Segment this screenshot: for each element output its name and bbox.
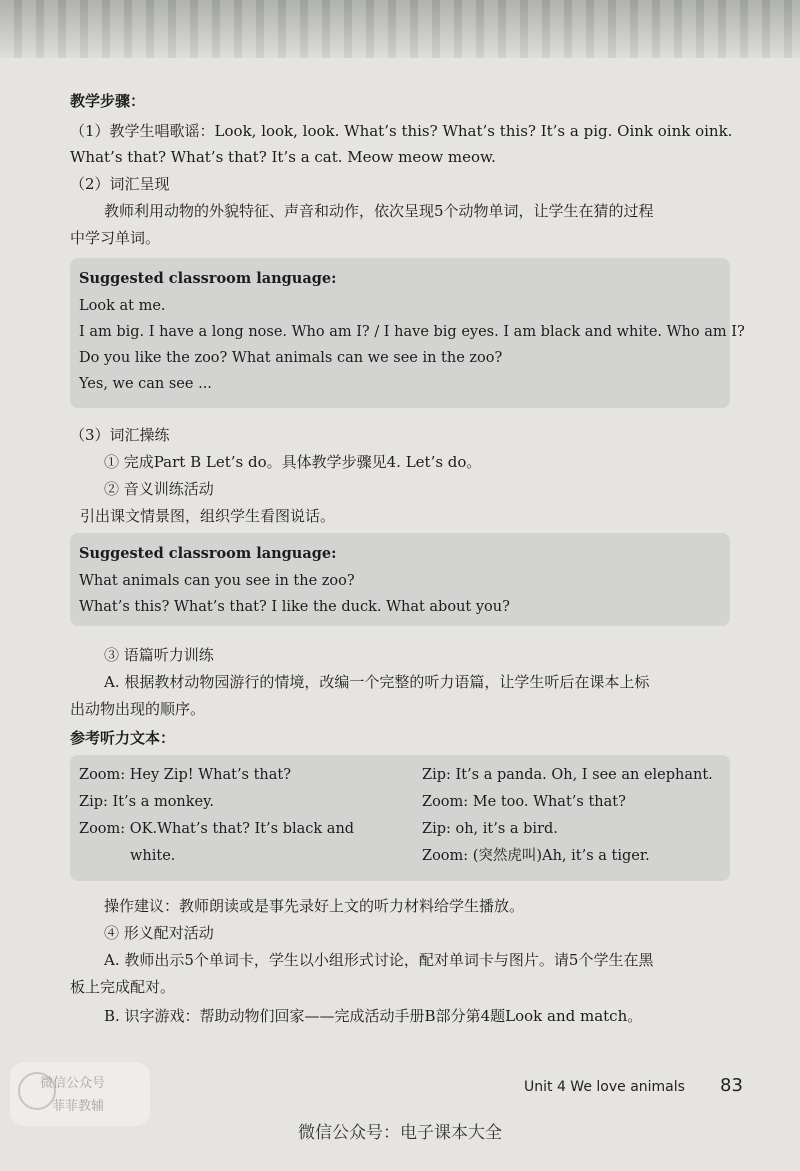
listening-title: ③ 语篇听力训练 bbox=[104, 646, 214, 664]
bottom-caption: 微信公众号：电子课本大全 bbox=[298, 1123, 502, 1143]
dialogue-line-left: Zoom: Hey Zip! What’s that? bbox=[79, 767, 292, 783]
step3-item1: ① 完成Part B Let’s do。具体教学步骤见4. Let’s do。 bbox=[104, 453, 482, 471]
box1-title: Suggested classroom language: bbox=[79, 270, 337, 287]
step2-title: （2）词汇呈现 bbox=[70, 175, 170, 193]
step4-b-line: B. 识字游戏：帮助动物们回家——完成活动手册B部分第4题Look and match。 bbox=[104, 1007, 643, 1025]
dialogue-line-right: Zoom: (突然虎叫)Ah, it’s a tiger. bbox=[422, 848, 650, 864]
page-top-illustration bbox=[0, 0, 800, 58]
box1-line: Yes, we can see ... bbox=[79, 376, 212, 392]
box2-line: What’s this? What’s that? I like the duck. What about you? bbox=[79, 599, 510, 615]
box2-title: Suggested classroom language: bbox=[79, 545, 337, 562]
step4-title: ④ 形义配对活动 bbox=[104, 924, 214, 942]
listening-a-line2: 出动物出现的顺序。 bbox=[70, 700, 206, 718]
dialogue-box bbox=[70, 755, 730, 881]
step4-a-line2: 板上完成配对。 bbox=[70, 978, 176, 996]
operation-tip: 操作建议：教师朗读或是事先录好上文的听力材料给学生播放。 bbox=[104, 897, 525, 915]
dialogue-line-left: white. bbox=[130, 848, 176, 864]
dialogue-line-left: Zip: It’s a monkey. bbox=[79, 794, 215, 810]
dialogue-line-right: Zip: It’s a panda. Oh, I see an elephant. bbox=[422, 767, 713, 783]
classroom-language-box-2 bbox=[70, 533, 730, 626]
box1-line: Look at me. bbox=[79, 298, 166, 314]
step3-item2: ② 音义训练活动 bbox=[104, 480, 214, 498]
step3-title: （3）词汇操练 bbox=[70, 426, 170, 444]
reference-text-title: 参考听力文本： bbox=[70, 729, 176, 747]
section-heading: 教学步骤： bbox=[70, 92, 146, 110]
dialogue-line-left: Zoom: OK.What’s that? It’s black and bbox=[79, 821, 355, 837]
box2-line: What animals can you see in the zoo? bbox=[79, 573, 355, 589]
step2-paragraph-line2: 中学习单词。 bbox=[70, 229, 161, 247]
page-number: 83 bbox=[720, 1075, 743, 1096]
watermark-text-line1: 微信公众号 bbox=[40, 1076, 106, 1091]
box1-line: Do you like the zoo? What animals can we see in the zoo? bbox=[79, 350, 503, 366]
step3-item2-description: 引出课文情景图，组织学生看图说话。 bbox=[80, 507, 336, 525]
step1-line2: What’s that? What’s that? It’s a cat. Meow meow meow. bbox=[70, 148, 496, 166]
classroom-language-box-1 bbox=[70, 258, 745, 408]
step2-paragraph-line1: 教师利用动物的外貌特征、声音和动作，依次呈现5个动物单词，让学生在猜的过程 bbox=[104, 202, 654, 220]
footer-unit-title: Unit 4 We love animals bbox=[524, 1079, 685, 1095]
dialogue-line-right: Zoom: Me too. What’s that? bbox=[422, 794, 626, 810]
watermark-text-line2: 菲菲教辅 bbox=[52, 1099, 105, 1114]
step4-a-line1: A. 教师出示5个单词卡，学生以小组形式讨论，配对单词卡与图片。请5个学生在黑 bbox=[104, 951, 654, 969]
step1-line1: （1）教学生唱歌谣：Look, look, look. What’s this? What’s this? It’s a pig. Oink oink oink. bbox=[70, 122, 733, 140]
dialogue-line-right: Zip: oh, it’s a bird. bbox=[422, 821, 558, 837]
listening-a-line1: A. 根据教材动物园游行的情境，改编一个完整的听力语篇，让学生听后在课本上标 bbox=[104, 673, 650, 691]
box1-line: I am big. I have a long nose. Who am I? / I have big eyes. I am black and white. Who am I? bbox=[79, 324, 745, 340]
